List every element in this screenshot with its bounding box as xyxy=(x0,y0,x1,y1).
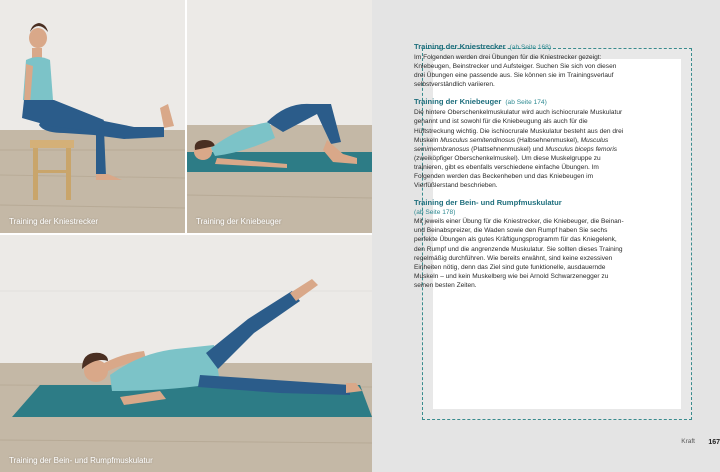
page-reference: (ab Seite 174) xyxy=(505,99,547,107)
section-title: Training der Bein- und Rumpfmuskulatur xyxy=(414,198,562,208)
photo-leg-and-core-training xyxy=(0,235,372,472)
text-page xyxy=(372,0,720,472)
exercise-illustration-seated xyxy=(0,0,185,233)
photo-caption: Training der Kniebeuger xyxy=(196,217,282,226)
section-title xyxy=(414,42,624,53)
section-title-text: Training der Kniebeuger xyxy=(414,97,502,107)
info-box-content xyxy=(414,42,624,290)
section-body xyxy=(414,108,624,190)
page-number: 167 xyxy=(708,439,720,446)
section-body: Mit jeweils einer Übung für die Kniestrecker, die Kniebeuger, die Beinan- und Beinabspreizer, die Waden sowie den Rumpf haben Sie sechs perfekte Übungen als gutes Kräftigungsprogramm für das Kniegelenk, den Rumpf und die angrenzende Muskulatur. Sie sollten dieses Training regelmäßig durchführen. Wie bereits erwähnt, sind keine exzessiven Einheiten nötig, denn das Ziel sind gute funktionelle, ausdauernde Muskeln – und kein Muskelberg wie bei Arnold Schwarzenegger zu seinen besten Zeiten. xyxy=(414,218,624,289)
section-leg-and-core xyxy=(414,198,624,290)
section-title xyxy=(414,97,624,108)
photo-knee-flexor-training xyxy=(187,0,372,233)
page-reference: (ab Seite 168) xyxy=(509,44,552,51)
photo-knee-extensor-training xyxy=(0,0,185,233)
body-text-part: (Plattsehnenmuskel) und xyxy=(469,145,546,153)
running-footer: Kraft xyxy=(681,438,695,445)
photo-caption: Training der Kniestrecker xyxy=(9,217,99,226)
body-text-part: Die hintere Oberschenkelmuskulatur wird auch ischiocrurale Muskulatur genannt und ist sowohl für die Kniebeugung als auch für die Hüftstreckung wichtig. Die ischiocrurale Muskulatur besteht aus den drei Muskeln xyxy=(414,109,624,144)
section-body: Im Folgenden werden drei Übungen für die Kniestrecker gezeigt: Kniebeugen, Beinstrecker und Aufsteiger. Suchen Sie sich von diesen drei Übungen eine passende aus. Sie können sie im Trainingsverlauf selbstverständlich variieren. xyxy=(414,54,617,89)
page-reference: (ab Seite 178) xyxy=(414,209,456,217)
photo-caption: Training der Bein- und Rumpfmuskulatur xyxy=(9,456,153,465)
exercise-illustration-side-lying xyxy=(0,235,372,472)
body-text-part: (Halbsehnenmuskel), xyxy=(515,136,581,144)
section-knee-flexors xyxy=(414,97,624,190)
section-title-text: Training der Kniestrecker xyxy=(414,42,506,51)
section-knee-extensors xyxy=(414,42,624,89)
body-text-part: (zweiköpfiger Oberschenkelmuskel). Um diese Muskelgruppe zu trainieren, gibt es ebenfalls verschiedene einfache Übungen. Im Folgenden werden das Beckenheben und das Kniebeugen im Vierfüßlerstand beschrieben. xyxy=(414,154,601,190)
muscle-name: Musculus semitendinosus xyxy=(440,136,516,144)
muscle-name: Musculus biceps femoris xyxy=(545,145,618,153)
exercise-illustration-bridge xyxy=(187,0,372,233)
muscle-name: Musculus semimembranosus xyxy=(414,136,609,153)
